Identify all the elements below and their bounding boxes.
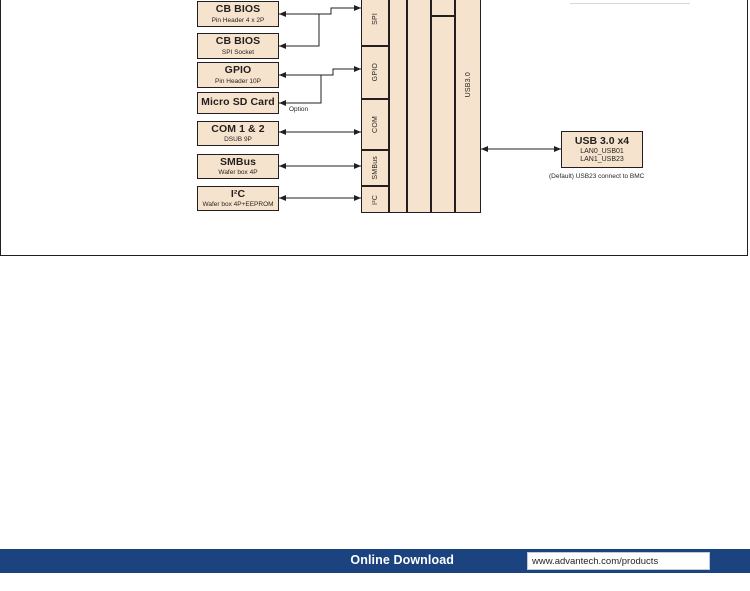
- block-title: GPIO: [224, 64, 252, 77]
- bus-column-com: [361, 99, 389, 150]
- footer-url-text: www.advantech.com/products: [532, 555, 659, 567]
- block-subtitle: Wafer box 4P: [218, 169, 258, 177]
- block-gpio: [197, 62, 279, 88]
- footer-url-field[interactable]: [527, 552, 710, 570]
- block-title: SMBus: [219, 155, 257, 168]
- block-line-1: LAN0_USB01: [580, 147, 624, 155]
- usb-default-note: (Default) USB23 connect to BMC: [549, 173, 645, 180]
- block-title: Micro SD Card: [201, 96, 275, 109]
- chipset-column-upper: [431, 0, 455, 16]
- block-micro-sd-card: [197, 92, 279, 114]
- bus-label: COM: [371, 116, 379, 133]
- block-cb-bios-pin-header: [197, 1, 279, 27]
- bus-label: SMBus: [371, 156, 379, 180]
- block-subtitle: Pin Header 10P: [215, 77, 261, 85]
- bus-label: I²C: [371, 194, 379, 205]
- bus-column-spi: [361, 0, 389, 46]
- block-i2c: [197, 186, 279, 211]
- block-diagram-frame: [0, 0, 748, 256]
- bus-column-smbus: [361, 150, 389, 186]
- header-divider-rule: [570, 3, 690, 4]
- chipset-column-lower: [431, 16, 455, 213]
- block-cb-bios-spi-socket: [197, 33, 279, 59]
- block-title: CB BIOS: [215, 35, 261, 48]
- bus-column-i2c: [361, 186, 389, 213]
- block-subtitle: DSUB 9P: [224, 136, 252, 144]
- bus-label: GPIO: [371, 63, 379, 82]
- option-label: Option: [289, 106, 309, 113]
- block-com-1-2: [197, 121, 279, 146]
- chipset-column-main: [407, 0, 431, 213]
- block-subtitle: Pin Header 4 x 2P: [211, 16, 265, 24]
- block-title: CB BIOS: [215, 3, 261, 16]
- bus-label: SPI: [371, 13, 379, 25]
- block-smbus: [197, 154, 279, 179]
- block-title: I²C: [230, 187, 246, 200]
- online-download-label: Online Download: [350, 553, 454, 567]
- block-title: USB 3.0 x4: [574, 134, 630, 147]
- block-title: COM 1 & 2: [211, 122, 265, 135]
- block-subtitle: SPI Socket: [221, 48, 255, 56]
- bus-column-gpio: [361, 46, 389, 99]
- bus-column-usb30: [455, 0, 481, 213]
- chipset-column-inner: [389, 0, 407, 213]
- block-usb-3-0-x4: [561, 131, 643, 168]
- block-subtitle: Wafer box 4P+EEPROM: [202, 201, 274, 209]
- bus-label: USB3.0: [464, 71, 472, 98]
- block-line-2: LAN1_USB23: [580, 156, 624, 164]
